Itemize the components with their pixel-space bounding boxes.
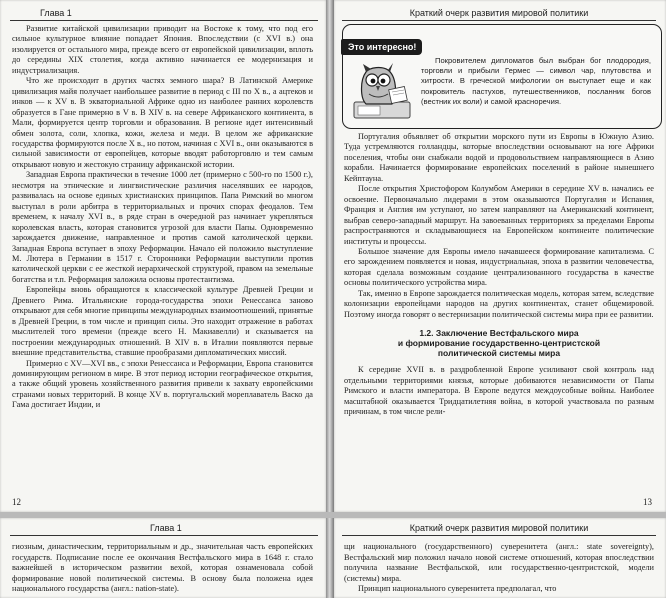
section-heading-line: 1.2. Заключение Вестфальского мира [419,328,579,339]
info-box-title: Это интересно! [341,39,422,55]
left-page-next [0,518,326,598]
page-number: 12 [12,497,21,507]
chapter-label: Глава 1 [40,8,72,18]
page-number: 13 [643,497,652,507]
paragraph: Большое значение для Европы имело начавшееся формирование капитализма. С его зарождением появляется и новая, индустриальная, эпоха в развитии человечества, которая сделала возможным создание централизованного государства в качестве основы политического устройства мира. [344,246,654,288]
right-body-text [344,542,654,595]
paragraph: Развитие китайской цивилизации приводит на Востоке к тому, что под его сильное культурное влияние попадает Япония. Впоследствии (с XVI в.) она изолируется от остального мира, прежде всего от европейской цивилизации, вплоть до середины XIX столетия, когда активно начинается ее модернизация и индустриализация. [12,24,313,75]
left-running-header [10,6,318,21]
paragraph: Португалия объявляет об открытии морского пути из Европы в Южную Азию. Туда устремляются голландцы, которые впоследствии основывают на юге Африки поселения, чтобы они снабжали водой и продовольствием направляющиеся в Азию корабли. Начинается формирование европейских поселений в районе нынешнего Кейптауна. [344,132,654,183]
owl-icon [352,58,412,120]
section-heading-line: и формирование государственно-центристской [397,338,601,349]
paragraph: К середине XVII в. в раздробленной Европе усиливают свой контроль над отдельными территориями князья, которые добиваются независимости от Папы Римского и власти императора. В Европе ведутся междоусобные войны. Наиболее масштабной оказывается Тридцатилетняя война, в которой участвовала по разным причинам, в том числе рели- [344,365,654,416]
paragraph: Европейцы вновь обращаются к классической культуре Древней Греции и Древнего Рима. Итальянские города-государства эпохи Ренессанса заново открывают для себя многие принципы международных взаимоотношений, принятые в Древней Греции, в том числе и принцип силы. Это находит отражение в работах мыслителей того времени (прежде всего Н. Макиавелли) и сказывается на построении международных отношений. В XIV в. в Италии появляются первые внешние представительства, ставшие прообразами дипломатических миссий. [12,285,313,358]
book-spine [326,0,334,598]
left-body-text [12,24,313,411]
right-body-text [344,132,654,417]
info-box [342,24,662,129]
paragraph: Принцип национального суверенитета предполагал, что [358,584,557,594]
paragraph: После открытия Христофором Колумбом Америки в середине XV в. начались ее освоение. Первоначально лидерами в этом оказываются Португалия и Испания, Франция и Англия им уступают, но затем направляют на Американский континент, выбрав северо-западный маршрут. На завоеванных территориях за пределами Европы распространяются и складывающиеся на Европейском континенте политические институты и процессы. [344,184,654,246]
left-body-text [12,542,313,595]
info-box-text: Покровителем дипломатов был выбран бог плодородия, торговли и прибыли Гермес — символ чар, плутовства и хитрости. В греческой мифологии он выступает еще и как покровитель пастухов, путешественников, посланник богов (вестник их воли) и самой красноречия. [421,56,651,106]
section-heading-line: политической системы мира [437,348,561,359]
right-page [334,0,666,512]
right-running-header: Краткий очерк развития мировой политики [342,6,656,21]
chapter-label: Глава 1 [150,523,182,533]
paragraph: Так, именно в Европе зарождается политическая модель, которая затем, вследствие колонизации европейцами народов на других континентах, станет общемировой. Поэтому иногда говорят о вестернизации политической системы мира при ее развитии. [344,288,654,319]
section-heading [344,328,654,358]
right-page-next [334,518,666,598]
right-running-header: Краткий очерк развития мировой политики [342,522,656,536]
left-page [0,0,326,512]
paragraph: Что же происходит в других частях земного шара? В Латинской Америке цивилизация майя получает наибольшее развитие в период с III по X в., а ацтеков и инков — к XV в. В экваториальной Африке одно из наиболее ранних королевств образуется в Гане примерно в V в. В XIV в. на севере Африканского континента, в Мали, формируется центр торговли и образования. В регионе идет интенсивный обмен золота, соли, хлопка, кожи, железа и меди. В целом же африканские государства формируются после X в., но потом, начиная с XVI в., они оказываются в сильной зависимости от европейцев, которые вводят работорговлю и тем самым открывают новую и жестокую страницу африканской истории. [12,76,313,169]
paragraph: щи национального (государственного) суверенитета (англ.: state sovereignty), Вестфальский мир положил начало новой системе отношений, которая впоследствии получила название Вестфальской, или государственно-центристской, модели (системы) мира. [344,542,654,583]
left-running-header [10,522,318,536]
paragraph: Западная Европа практически в течение 1000 лет (примерно с 500-го по 1500 г.), несмотря на этнические и лингвистические различия населявших ее народов, развивалась на основе единых христианских принципов. Папа Римский во многом выступал в роли арбитра в территориальных и прочих спорах феодалов. Тем временем, к началу XVI в., в ряде стран в очередной раз начинает укрепляться королевская власть, которая становится угрозой для власти Папы. Одновременно зарождается движение, направленное и против самой католической церкви. Западная Европа вступает в эпоху Реформации. Начало ей положило выступление М. Лютера в Германии в 1517 г. Сторонники Реформации выступили против католической церкви с ее жесткой иерархической структурой, правом на земельные богатства и т.п. Реформация заложила основы протестантизма. [12,170,313,284]
paragraph: гиозным, династическим, территориальным и др., значительная часть европейских государств. Подписание после ее окончания Вестфальского мира в 1648 г. стало важнейшей в историческом развитии вехой, которая ознаменовала собой формирование новой политической системы. В основу была положена идея национального государства (англ.: nation-state). [12,542,313,594]
paragraph: Примерно с XV—XVI вв., с эпохи Ренессанса и Реформации, Европа становится доминирующим регионом в мире. В этот период истории географическое открытия, а также общий уровень хозяйственного развития привели к захвату европейскими странами новых территорий. В конце XV в. португальский мореплаватель Васко да Гама достигает Индии, и [12,358,313,410]
